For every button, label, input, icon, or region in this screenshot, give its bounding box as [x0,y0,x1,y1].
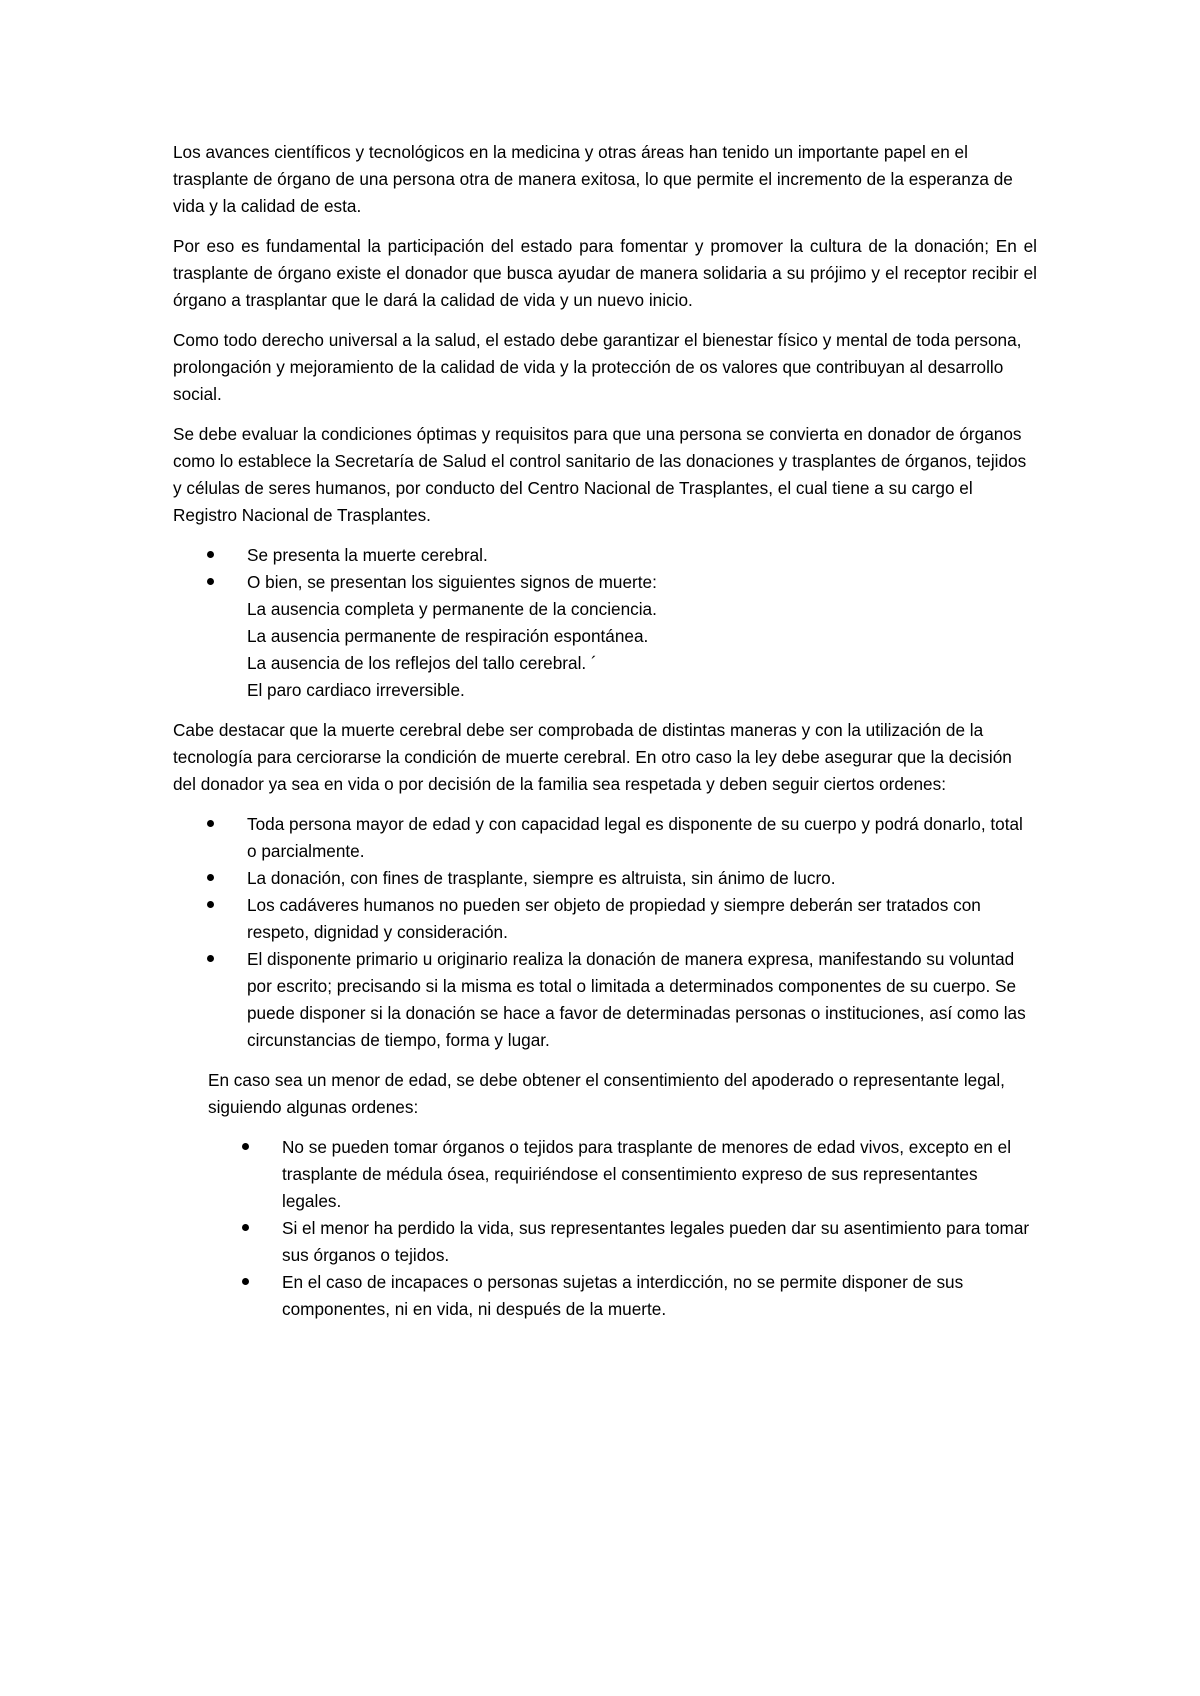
bullet-icon [242,1215,249,1242]
list-item: Si el menor ha perdido la vida, sus representantes legales pueden dar su asentimiento para tomar sus órganos o tejidos. [208,1215,1037,1269]
list-line: El paro cardiaco irreversible. [247,680,465,700]
list-line: La ausencia de los reflejos del tallo cerebral. ´ [247,653,597,673]
paragraph-state-participation: Por eso es fundamental la participación del estado para fomentar y promover la cultura de la donación; En el trasplante de órgano existe el donador que busca ayudar de manera solidaria a su prójimo y el receptor recibir el órgano a trasplantar que le dará la calidad de vida y un nuevo inicio. [173,236,1037,310]
paragraph-minor: En caso sea un menor de edad, se debe obtener el consentimiento del apoderado o representante legal, siguiendo algunas ordenes: [208,1070,1005,1117]
paragraph-intro: Los avances científicos y tecnológicos en la medicina y otras áreas han tenido un importante papel en el trasplante de órgano de una persona otra de manera exitosa, lo que permite el incremento de la esperanza de vida y la calidad de esta. [173,142,1013,216]
list-item: Toda persona mayor de edad y con capacidad legal es disponente de su cuerpo y podrá donarlo, total o parcialmente. [173,811,1037,865]
list-line: La ausencia permanente de respiración espontánea. [247,626,649,646]
list-item: La donación, con fines de trasplante, siempre es altruista, sin ánimo de lucro. [173,865,1037,892]
list-item: Se presenta la muerte cerebral. [173,542,1037,569]
bullet-icon [207,946,214,973]
paragraph-brain-death: Cabe destacar que la muerte cerebral debe ser comprobada de distintas maneras y con la utilización de la tecnología para cerciorarse la condición de muerte cerebral. En otro caso la ley debe asegurar que la decisión del donador ya sea en vida o por decisión de la familia sea respetada y deben seguir ciertos ordenes: [173,720,1012,794]
list-item: Los cadáveres humanos no pueden ser objeto de propiedad y siempre deberán ser tratados con respeto, dignidad y consideración. [173,892,1037,946]
bullet-icon [242,1269,249,1296]
list-item: El disponente primario u originario realiza la donación de manera expresa, manifestando su voluntad por escrito; precisando si la misma es total o limitada a determinados componentes de su cuerpo. Se puede disponer si la donación se hace a favor de determinadas personas o instituciones, así como las circunstancias de tiempo, forma y lugar. [173,946,1037,1054]
bullet-icon [207,569,214,596]
paragraph-universal-right: Como todo derecho universal a la salud, el estado debe garantizar el bienestar físico y mental de toda persona, prolongación y mejoramiento de la calidad de vida y la protección de os valores que contribuyan al desarrollo social. [173,330,1022,404]
list-line: O bien, se presentan los siguientes signos de muerte: [247,572,657,592]
document-body [173,139,1037,1336]
list-item: En el caso de incapaces o personas sujetas a interdicción, no se permite disponer de sus componentes, ni en vida, ni después de la muerte. [208,1269,1037,1323]
list-line: La ausencia completa y permanente de la conciencia. [247,599,657,619]
bullet-icon [207,892,214,919]
minor-section [173,1067,1037,1323]
bullet-icon [242,1134,249,1161]
bullet-icon [207,542,214,569]
minor-rules-list [208,1134,1037,1323]
paragraph-evaluation: Se debe evaluar la condiciones óptimas y requisitos para que una persona se convierta en donador de órganos como lo establece la Secretaría de Salud el control sanitario de las donaciones y trasplantes de órganos, tejidos y células de seres humanos, por conducto del Centro Nacional de Trasplantes, el cual tiene a su cargo el Registro Nacional de Trasplantes. [173,424,1027,525]
bullet-icon [207,811,214,838]
list-item: No se pueden tomar órganos o tejidos para trasplante de menores de edad vivos, excepto en el trasplante de médula ósea, requiriéndose el consentimiento expreso de sus representantes legales. [208,1134,1037,1215]
list-item [173,569,1037,704]
death-signs-list [173,542,1037,704]
bullet-icon [207,865,214,892]
donor-rules-list [173,811,1037,1054]
